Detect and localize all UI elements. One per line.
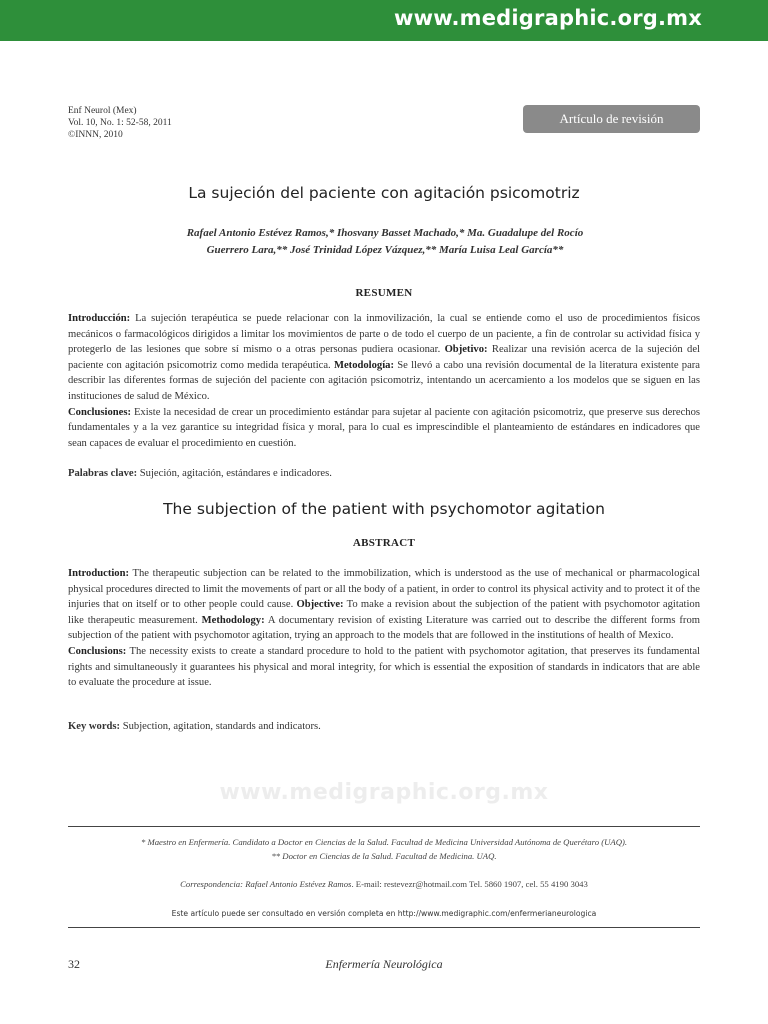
resumen-paragraph [68,311,700,451]
abstract-objective-text: To make a revision about the subjection of the patient with psychomotor agitation like therapeutic measurement. [68,599,701,626]
authors-line-1: Rafael Antonio Estévez Ramos,* Ihosvany Basset Machado,* Ma. Guadalupe del Rocío [186,227,584,239]
resumen-heading: RESUMEN [355,287,413,299]
journal-citation [68,105,172,141]
resumen-method-text: Se llevó a cabo una revisión documental de la literatura existente para describir las diferentes formas de sujeción del paciente con agitación psicomotriz, intentando un acercamiento a los modelos que se siguen en las instituciones de salud de México. [68,359,700,402]
key-words [68,721,700,732]
journal-copyright: ©INNN, 2010 [68,130,123,140]
journal-name: Enf Neurol (Mex) [68,106,137,116]
correspondence-label: Correspondencia: Rafael Antonio Estévez Ramos [180,879,352,889]
article-title-english: The subjection of the patient with psychomotor agitation [163,500,605,518]
correspondence-contact: . E-mail: restevezr@hotmail.com Tel. 5860 1907, cel. 55 4190 3043 [351,879,588,889]
resumen-objective-label: Objetivo: [444,344,488,356]
resumen-conclusions-label: Conclusiones: [68,406,131,418]
online-version-note: Este artículo puede ser consultado en versión completa en http://www.medigraphic.com/enfermerianeurologica [171,909,597,918]
key-words-text: Subjection, agitation, standards and indicators. [120,721,321,732]
site-banner [0,0,768,41]
footnote-divider-bottom [68,927,700,928]
article-title-spanish: La sujeción del paciente con agitación psicomotriz [188,184,580,202]
footnote-single-star: * Maestro en Enfermería. Candidato a Doctor en Ciencias de la Salud. Facultad de Medicina Universidad Autónoma de Querétaro (UAQ). [140,837,628,847]
resumen-objective-text: Realizar una revisión acerca de la sujeción del paciente con agitación psicomotriz como medida terapéutica. [68,344,700,371]
watermark-url: www.medigraphic.org.mx [219,780,549,805]
abstract-conclusions-text: The necessity exists to create a standard procedure to hold to the patient with psychomotor agitation, that preserves its fundamental rights and simultaneously it guarantees his physical and moral integrity, for which is essential the exposition of standards in indicators that are able to evaluate the procedure at issue. [68,645,700,689]
key-words-label: Key words: [68,721,121,732]
authors-line-2: Guerrero Lara,** José Trinidad López Vázquez,** María Luisa Leal García** [206,244,564,256]
resumen-intro-label: Introducción: [68,313,131,324]
resumen-intro-text: La sujeción terapéutica se puede relacionar con la inmovilización, la cual se entiende como el uso de procedimientos físicos mecánicos o farmacológicos dirigidos a limitar los movimientos de parte o de todo el cuerpo de un paciente, a fin de controlar su actividad física y protegerlo de las lesiones que sobre sí mismo o a otras personas pudiera ocasionar. [68,313,700,356]
abstract-heading: ABSTRACT [352,537,416,549]
abstract-method-label: Methodology: [201,614,265,626]
site-url-link[interactable]: www.medigraphic.org.mx [394,6,702,30]
abstract-intro-label: Introduction: [68,568,130,579]
abstract-intro-text: The therapeutic subjection can be related to the immobilization, which is understood as the use of mechanical or pharmacological physical procedures directed to limit the movements of part or all the body of a patient, in order to control its physical activity and to protect it of the injuries that on itself or to other people could cause. [68,568,700,611]
palabras-clave-text: Sujeción, agitación, estándares e indicadores. [137,468,332,479]
page-number: 32 [68,957,80,971]
palabras-clave [68,468,700,479]
footer-journal-name: Enfermería Neurológica [325,957,443,971]
correspondence-line [68,878,700,891]
resumen-method-label: Metodología: [333,359,394,371]
abstract-conclusions-label: Conclusions: [68,645,127,657]
footnote-double-star: ** Doctor en Ciencias de la Salud. Facultad de Medicina. UAQ. [271,851,497,861]
article-type-badge: Artículo de revisión [523,105,700,133]
palabras-clave-label: Palabras clave: [68,468,138,479]
footnote-divider-top [68,826,700,827]
journal-volume: Vol. 10, No. 1: 52-58, 2011 [68,118,172,128]
author-list [90,225,680,259]
abstract-objective-label: Objective: [296,599,344,611]
abstract-method-text: A documentary revision of existing Literature was carried out to describe the different forms from subjection of the patient with psychomotor agitation, trying an approach to the models that are followed in the institutions of health of Mexico. [68,614,700,642]
resumen-conclusions-text: Existe la necesidad de crear un procedimiento estándar para sujetar al paciente con agitación psicomotriz, que preserve sus derechos fundamentales y a la vez garantice su integridad física y moral, para lo cual es imprescindible el planteamiento de estándares en indicadores que sean capaces de evaluar el procedimiento en cuestión. [68,406,700,449]
abstract-paragraph [68,566,700,691]
